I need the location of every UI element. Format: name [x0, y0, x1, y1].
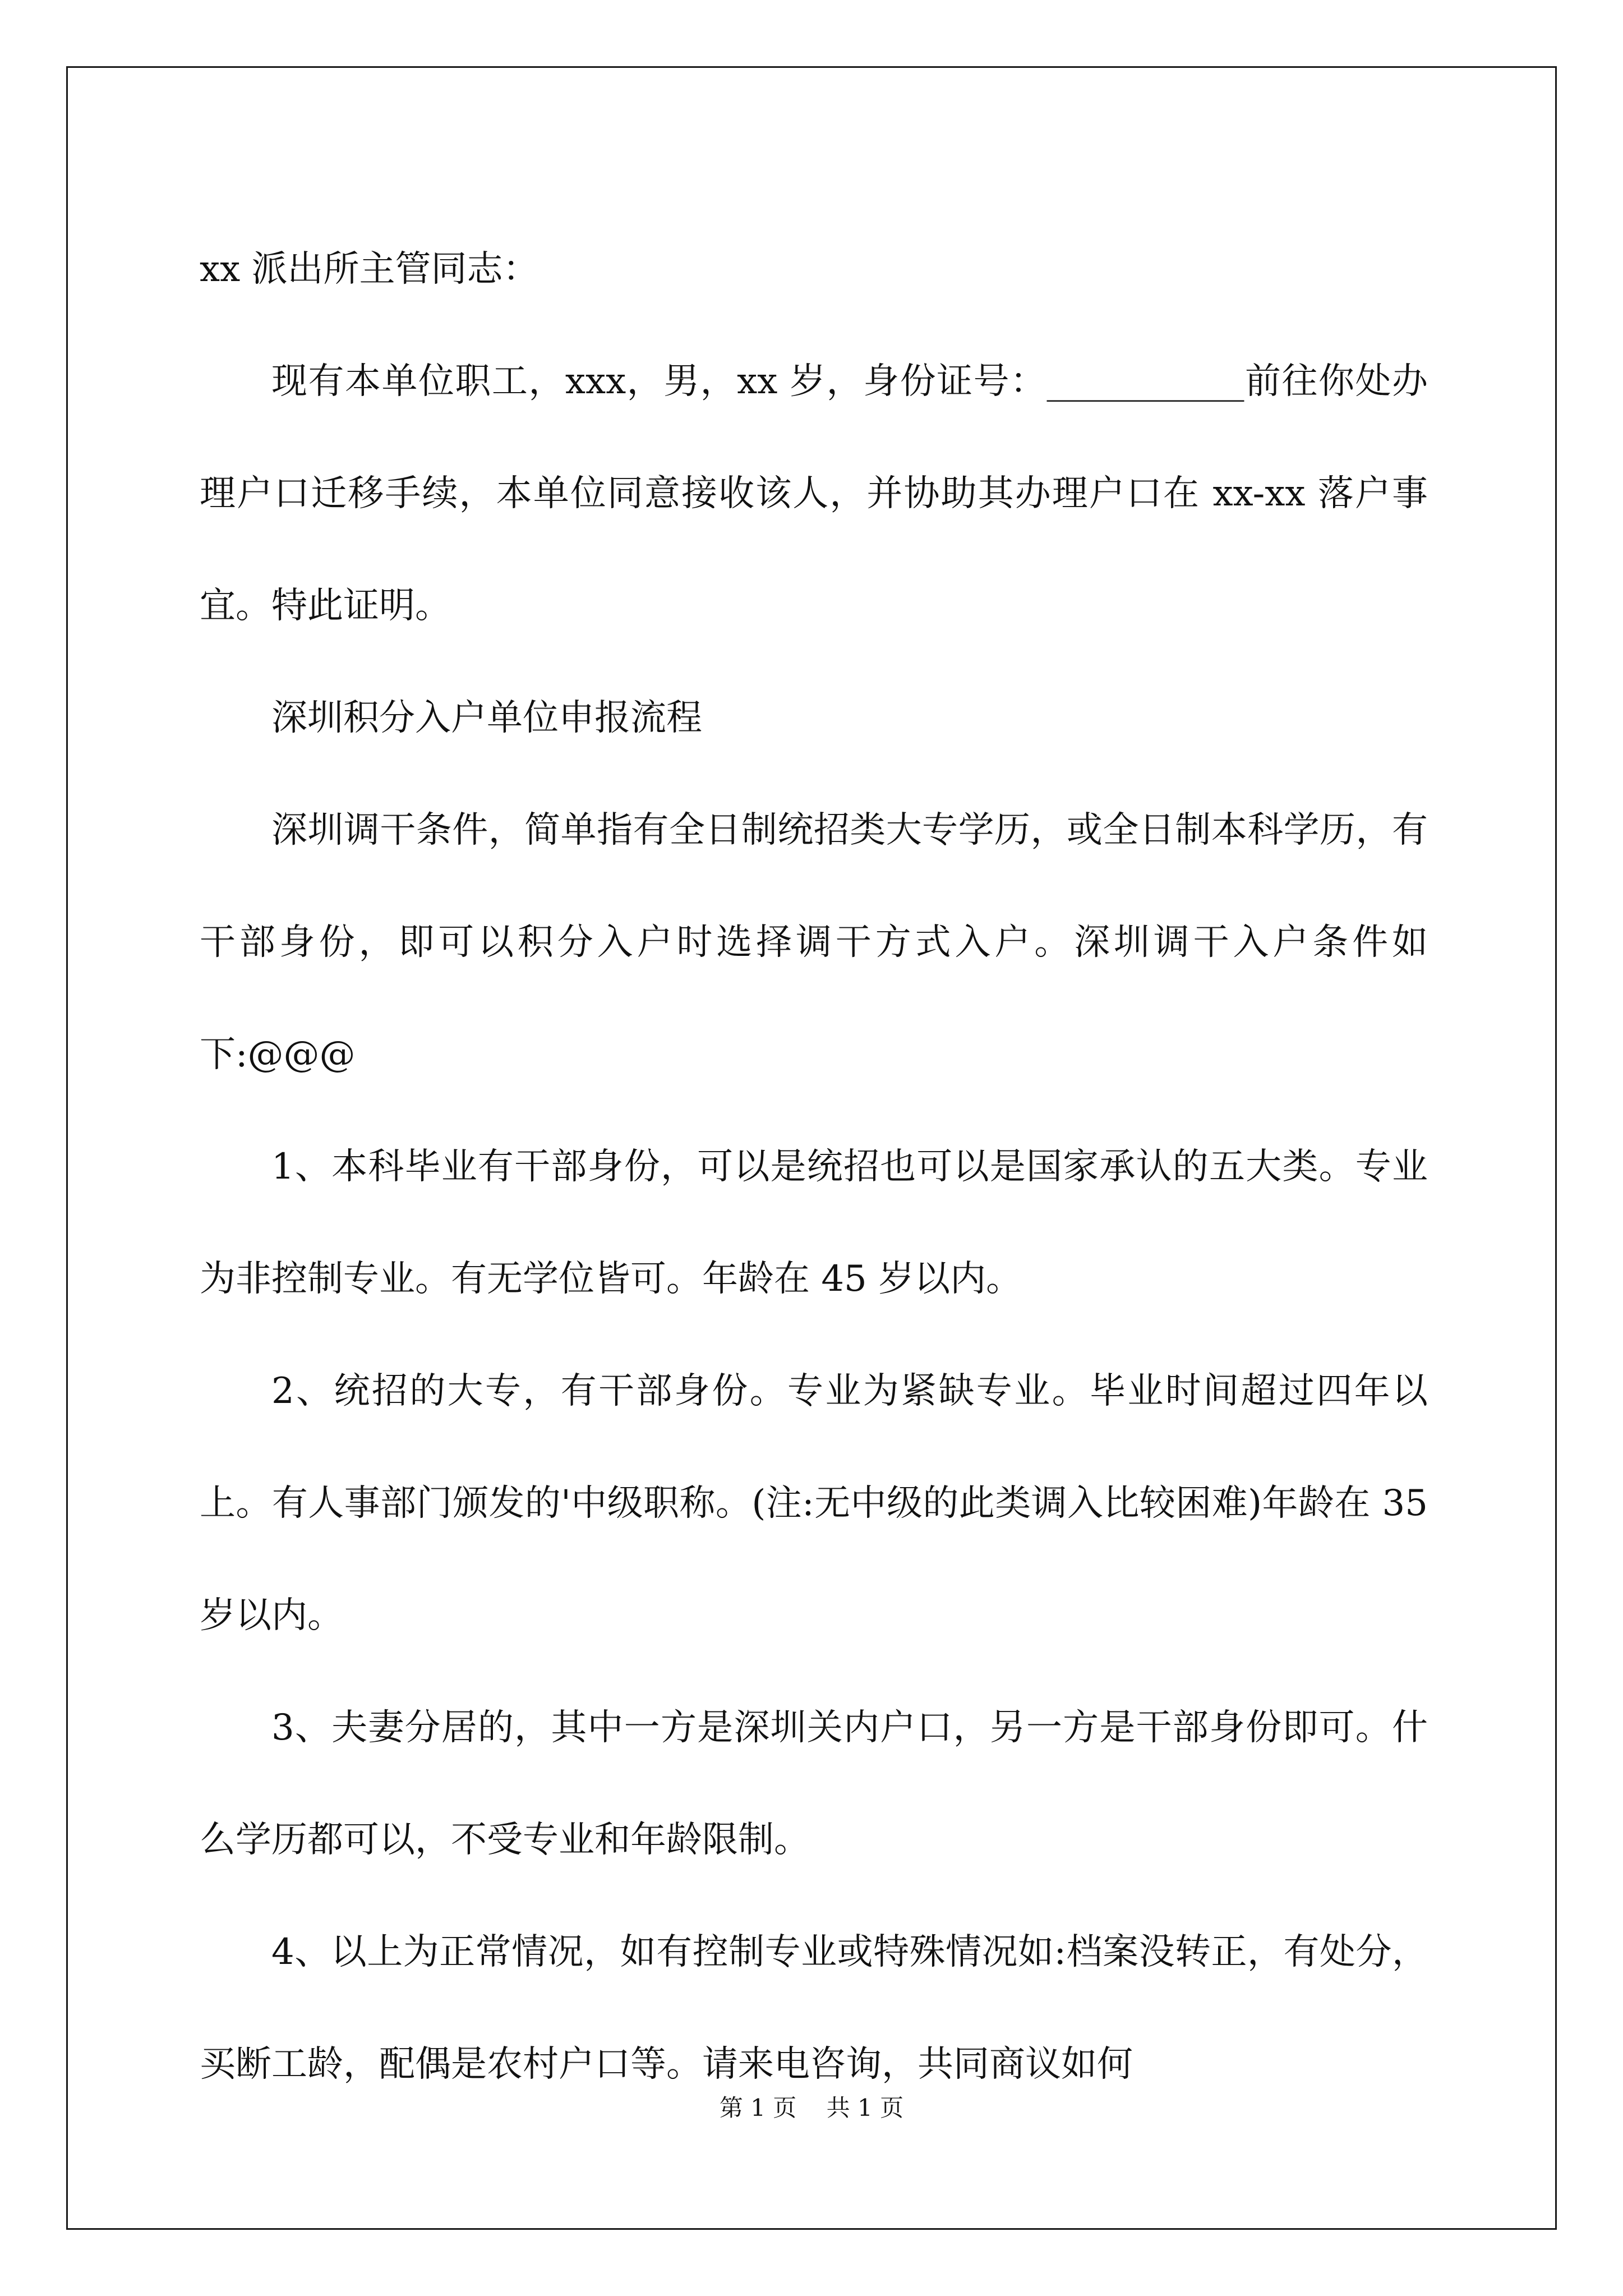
paragraph-certificate: 现有本单位职工，xxx，男，xx 岁，身份证号：___________前往你处办理户口迁移手续，本单位同意接收该人，并协助其办理户口在 xx-xx 落户事宜。特此证明。 — [200, 361, 1428, 627]
paragraph-intro: 深圳调干条件，简单指有全日制统招类大专学历，或全日制本科学历，有干部身份，即可以积分入户时选择调干方式入户。深圳调干入户条件如下:@@@ — [200, 809, 1428, 1075]
page-total: 共 1 页 — [826, 2094, 904, 2122]
paragraph-item-1: 1、本科毕业有干部身份，可以是统招也可以是国家承认的五大类。专业为非控制专业。有无学位皆可。年龄在 45 岁以内。 — [200, 1146, 1428, 1300]
salutation: xx 派出所主管同志： — [200, 249, 539, 290]
page-footer — [0, 2091, 1623, 2125]
document-body — [200, 213, 1428, 2120]
paragraph-item-2: 2、统招的大专，有干部身份。专业为紧缺专业。毕业时间超过四年以上。有人事部门颁发的'中级职称。(注:无中级的此类调入比较困难)年龄在 35 岁以内。 — [200, 1370, 1428, 1636]
paragraph-item-3: 3、夫妻分居的，其中一方是深圳关内户口，另一方是干部身份即可。什么学历都可以，不受专业和年龄限制。 — [200, 1707, 1428, 1861]
paragraph-heading: 深圳积分入户单位申报流程 — [271, 697, 702, 739]
page-number: 第 1 页 — [719, 2094, 797, 2122]
paragraph-item-4: 4、以上为正常情况，如有控制专业或特殊情况如:档案没转正，有处分，买断工龄，配偶是农村户口等。请来电咨询，共同商议如何 — [200, 1931, 1428, 2085]
